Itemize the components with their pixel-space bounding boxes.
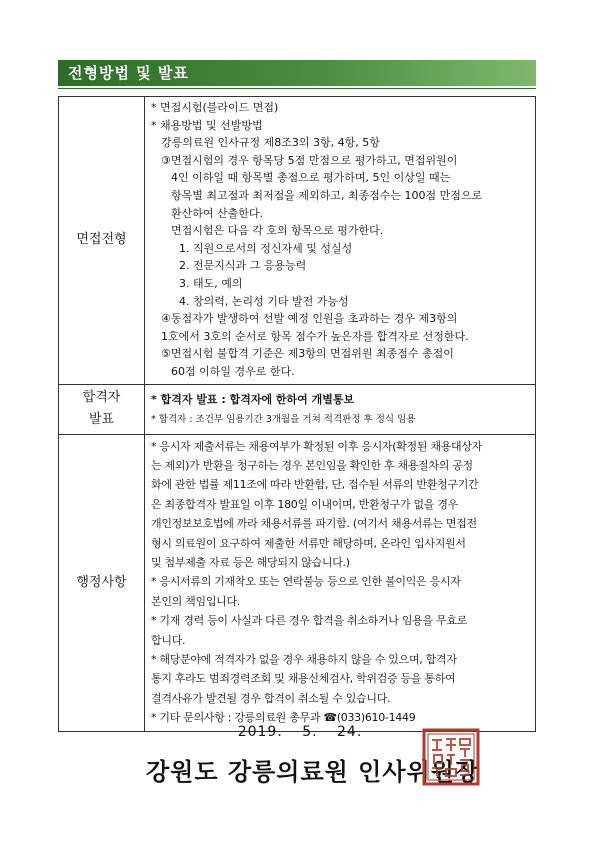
interview-line: 환산하여 산출한다. [171, 206, 264, 220]
selection-table [58, 96, 536, 732]
interview-line: 면접시험은 다음 각 호의 항목으로 평가한다. [171, 224, 384, 238]
interview-line: 60점 이하일 경우로 한다. [171, 364, 295, 378]
interview-label: 면접전형 [59, 97, 145, 385]
interview-line: ④동점자가 발생하여 선발 예정 인원을 초과하는 경우 제3항의 [161, 312, 458, 326]
admin-line: * 기타 문의사항 : 강릉의료원 총무과 ☎(033)610-1449 [151, 711, 416, 725]
admin-line: * 기재 경력 등이 사실과 다른 경우 합격을 취소하거나 임용을 무효로 [151, 614, 467, 628]
interview-line: 강릉의료원 인사규정 제8조3의 3항, 4항, 5항 [161, 136, 380, 150]
admin-line: 개인정보보호법에 까라 채용서류를 파기함. (여기서 채용서류는 면접전 [151, 517, 477, 531]
admin-line: 형시 의료원이 요구하여 제출한 서류만 해당하며, 온라인 입사지원서 [151, 536, 466, 550]
admin-line: * 해당분야에 적격자가 없을 경우 채용하지 않을 수 있으며, 합격자 [151, 652, 457, 666]
header-divider [58, 88, 536, 89]
issue-date: 2019. 5. 24. [237, 724, 363, 740]
admin-line: 는 제외)가 반환을 청구하는 경우 본인임을 확인한 후 채용절차의 공정 [151, 458, 473, 472]
admin-line: 본인의 책임입니다. [151, 594, 241, 608]
result-label-line: 합격자 [82, 390, 121, 405]
interview-line: * 면접시험(블라이드 면접) [151, 101, 279, 114]
admin-line: * 응시자 제출서류는 채용여부가 확정된 이후 응시자(확정된 채용대상자 [151, 439, 483, 453]
result-line: * 합격자 발표 : 합격자에 한하여 개별통보 [151, 392, 355, 406]
interview-line: 1호에서 3호의 순서로 항목 점수가 높은자를 합격자로 선정한다. [161, 329, 469, 343]
result-label-line: 발표 [88, 412, 115, 427]
admin-line: 결격사유가 발견될 경우 합격이 취소될 수 있습니다. [151, 691, 391, 705]
interview-row [59, 97, 536, 385]
interview-line: ③면접시험의 경우 항목당 5점 만점으로 평가하고, 면접위원이 [161, 153, 458, 167]
interview-line: 4. 창의력, 논리성 기타 발전 가능성 [179, 294, 349, 308]
result-label [59, 384, 145, 434]
admin-line: 은 최종합격자 발표일 이후 180일 이내이며, 반환청구가 없을 경우 [151, 497, 459, 511]
interview-line: 4인 이하일 때 항목별 총점으로 평가하며, 5인 이상일 때는 [171, 171, 451, 185]
interview-line: * 채용방법 및 선발방법 [151, 118, 263, 132]
interview-content [145, 97, 536, 385]
interview-line: 항목별 최고점과 최저점을 제외하고, 최종점수는 100점 만점으로 [171, 188, 483, 202]
result-content [145, 384, 536, 434]
signature: 강원도 강릉의료원 인사위원장 [146, 758, 480, 786]
interview-line: 1. 직원으로서의 정신자세 및 성실성 [179, 241, 353, 255]
admin-content [145, 434, 536, 731]
admin-line: 화에 관한 법률 제11조에 따라 반환함, 단, 접수된 서류의 반환청구기간 [151, 478, 479, 492]
admin-line: 통지 후라도 범죄경력조회 및 채용신체검사, 학위검증 등을 통하여 [151, 672, 456, 686]
section-title: 전형방법 및 발표 [68, 64, 189, 82]
result-row [59, 384, 536, 434]
admin-line: * 응시서류의 기재착오 또는 연락불능 등으로 인한 불이익은 응시자 [151, 575, 461, 589]
admin-line: 합니다. [151, 633, 186, 647]
official-seal-icon [422, 728, 480, 786]
result-line: * 합격자 : 조건부 임용기간 3개월을 거쳐 적격판정 후 정식 임용 [151, 413, 416, 425]
admin-label: 행정사항 [59, 434, 145, 731]
interview-line: 3. 태도, 예의 [179, 276, 243, 290]
admin-row [59, 434, 536, 731]
admin-line: 및 첨부제출 자료 등은 해당되지 않습니다.) [151, 555, 350, 569]
interview-line: 2. 전문지식과 그 응용능력 [179, 259, 307, 273]
section-header [58, 60, 536, 86]
interview-line: ⑤면접시험 불합격 기준은 제3항의 면접위원 최종점수 총점이 [161, 347, 454, 361]
